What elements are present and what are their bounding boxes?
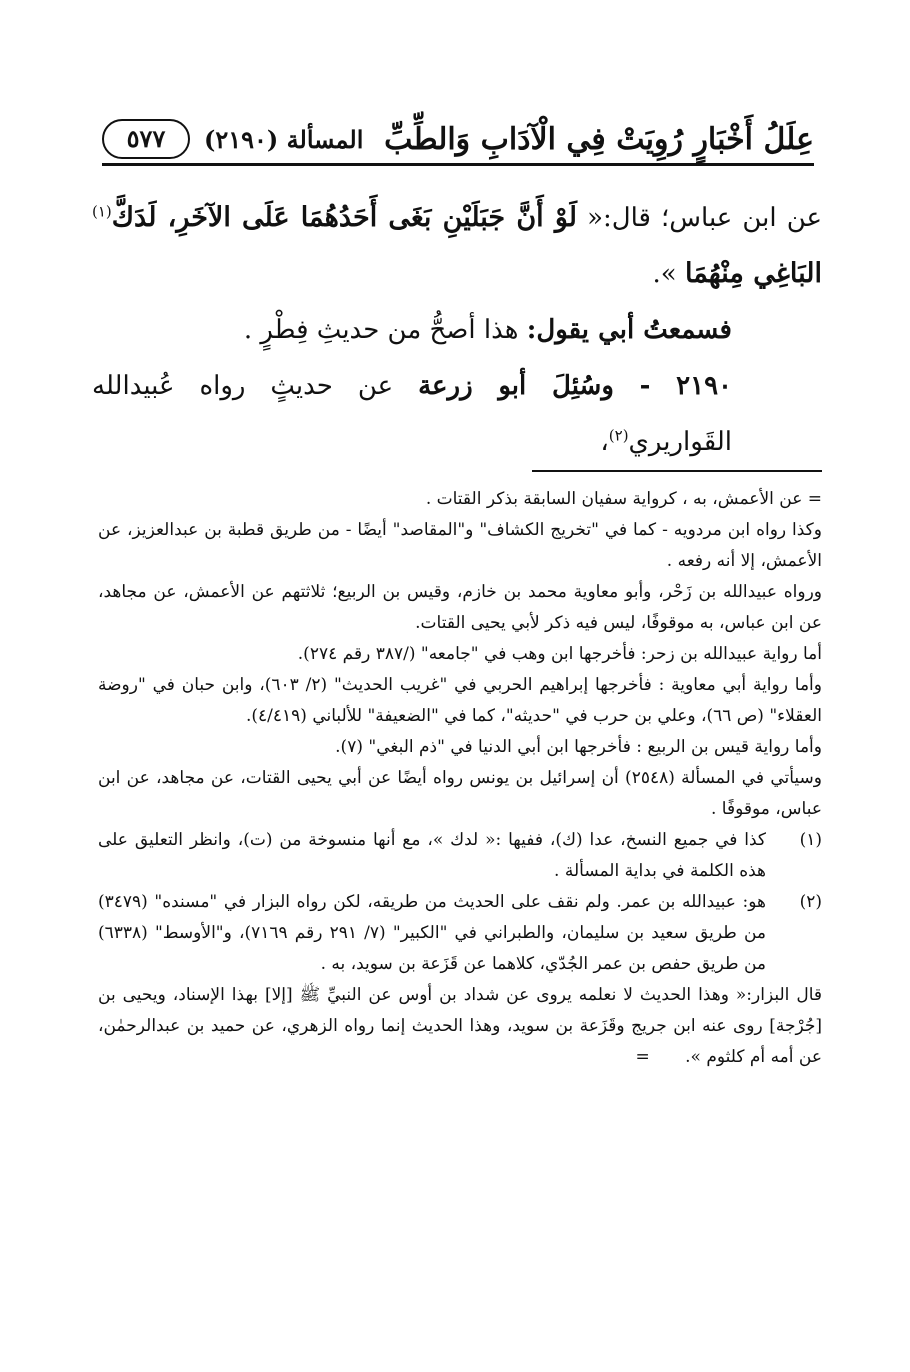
footnote-continuation-line: أما رواية عبيدالله بن زحر: فأخرجها ابن وهب في "جامعه" (/٣٨٧ رقم ٢٧٤).	[297, 644, 822, 664]
footnote-continuation-line: = عن الأعمش، به ، كرواية سفيان السابقة بذكر القتات .	[425, 489, 822, 509]
footnote-continuation-line: وأما رواية قيس بن الربيع : فأخرجها ابن أبي الدنيا في "ذم البغي" (٧).	[335, 737, 822, 757]
footnote-marker-2[interactable]: (٢)	[608, 426, 629, 445]
issue-text: عن حديثٍ رواه عُبيدالله القَواريري	[92, 371, 732, 457]
issue-2190-paragraph	[92, 358, 822, 470]
page-header	[102, 115, 814, 166]
hadith-quote: لَوْ أَنَّ جَبَلَيْنِ بَغَى أَحَدُهُمَا عَلَى الآخَرِ، لَدَكَّ	[111, 202, 578, 233]
issue-number: المسألة (٢١٩٠)	[204, 124, 364, 154]
bazzar-quote	[98, 980, 822, 1073]
footnote-1	[98, 825, 822, 887]
footnote-continuation-line: وسيأتي في المسألة (٢٥٤٨) أن إسرائيل بن يونس رواه أيضًا عن أبي يحيى القتات، عن مجاهد، عن ابن عباس، موقوفًا .	[98, 768, 822, 819]
issue-lead: ٢١٩٠ - وسُئِلَ أبو زرعة	[418, 371, 732, 401]
continues-marker: =	[635, 1047, 650, 1067]
issue-text-end: ،	[600, 427, 609, 457]
footnote-marker-1[interactable]: (١)	[92, 202, 112, 221]
main-text	[92, 190, 822, 470]
abu-hatim-comment	[92, 302, 822, 358]
footnote-separator	[532, 470, 822, 472]
footnote-number: (٢)	[799, 892, 822, 912]
footnotes	[98, 484, 822, 1073]
footnote-continuation-line: وكذا رواه ابن مردويه - كما في "تخريج الكشاف" و"المقاصد" أيضًا - من طريق قطبة بن عبدالعزيز، عن الأعمش، إلا أنه رفعه .	[98, 520, 822, 571]
footnote-continuation-line: وأما رواية أبي معاوية : فأخرجها إبراهيم الحربي في "غريب الحديث" (٢/ ٦٠٣)، وابن حبان في "روضة العقلاء" (ص ٦٦)، وعلي بن حرب في "حديثه"، كما في "الضعيفة" للألباني (٤/٤١٩).	[98, 675, 822, 726]
comment-text: هذا أصحُّ من حديثِ فِطْرٍ .	[243, 315, 527, 345]
page-number-badge: ٥٧٧	[102, 119, 190, 159]
footnote-continuation-line: ورواه عبيدالله بن زَحْر، وأبو معاوية محمد بن خازم، وقيس بن الربيع؛ ثلاثتهم عن الأعمش، عن مجاهد، عن ابن عباس، به موقوفًا، ليس فيه ذكر لأبي يحيى القتات.	[98, 582, 822, 633]
footnote-text: كذا في جميع النسخ، عدا (ك)، ففيها :« لدك »، مع أنها منسوخة من (ت)، وانظر التعليق على هذه الكلمة في بداية المسألة .	[98, 830, 766, 881]
hadith-quote-end: البَاغِي مِنْهُمَا	[684, 258, 822, 289]
narration-intro: عن ابن عباس؛ قال:«	[577, 203, 823, 233]
quote-close: ».	[652, 259, 685, 289]
hadith-paragraph	[92, 190, 822, 302]
footnote-number: (١)	[799, 830, 822, 850]
bazzar-quote-text: قال البزار:« وهذا الحديث لا نعلمه يروى عن شداد بن أوس عن النبيِّ ﷺ [إلا] بهذا الإسناد، ويحيى بن [جُرْجة] روى عنه ابن جريج وقَزَعة بن سويد، وهذا الحديث إنما رواه الزهري، عن حميد بن عبدالرحمٰن، عن أمه أم كلثوم ».	[98, 985, 822, 1067]
footnote-text: هو: عبيدالله بن عمر. ولم نقف على الحديث من طريقه، لكن رواه البزار في "مسنده" (٣٤٧٩) من طريق سعيد بن سليمان، والطبراني في "الكبير" (٧/ ٢٩١ رقم ٧١٦٩)، و"الأوسط" (٦٣٣٨) من طريق حفص بن عمر الجُدّي، كلاهما عن قَزَعة بن سويد، به .	[98, 892, 766, 974]
book-title: عِلَلُ أَخْبَارٍ رُوِيَتْ فِي الْآدَابِ وَالطِّبِّ	[384, 121, 814, 157]
header-issue-group	[102, 119, 363, 159]
comment-lead: فسمعتُ أبي يقول:	[526, 315, 732, 345]
footnote-2	[98, 887, 822, 980]
